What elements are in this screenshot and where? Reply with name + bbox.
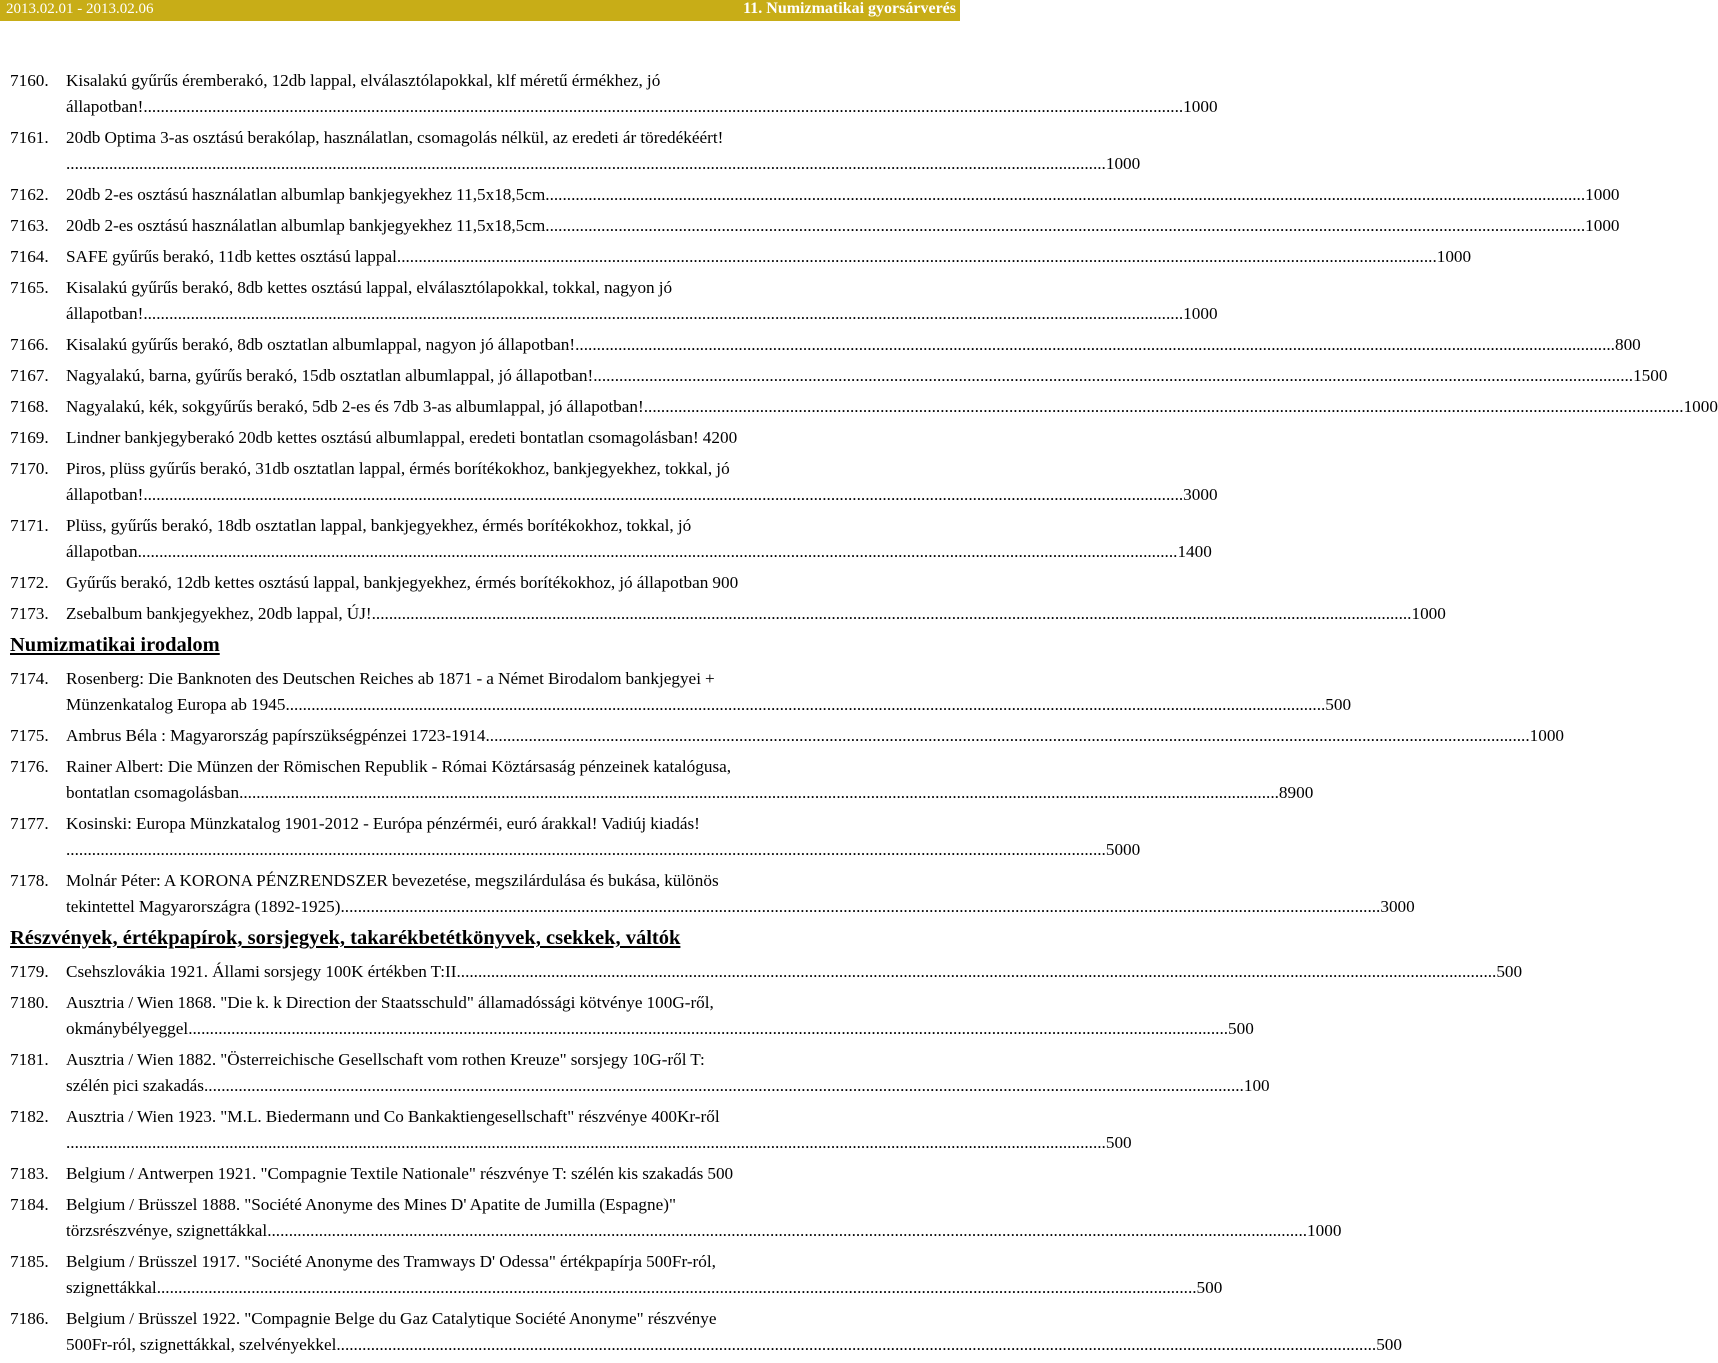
lot-number: 7173. bbox=[10, 604, 49, 623]
dot-leader bbox=[239, 780, 1279, 806]
page-header bbox=[0, 0, 960, 21]
lot-description-line bbox=[66, 1016, 1254, 1042]
dot-leader bbox=[336, 1332, 1376, 1358]
dot-leader bbox=[143, 94, 1183, 120]
section-heading-literature: Numizmatikai irodalom bbox=[10, 634, 220, 656]
lot-number: 7183. bbox=[10, 1164, 49, 1183]
lot-description-text: 20db 2-es osztású használatlan albumlap bankjegyekhez 11,5x18,5cm bbox=[66, 185, 546, 204]
lot-description bbox=[66, 723, 1564, 749]
catalog-item bbox=[10, 244, 1472, 270]
lot-description bbox=[66, 213, 1620, 239]
lot-description bbox=[66, 68, 1218, 120]
lot-number: 7182. bbox=[10, 1107, 49, 1126]
lot-description-line bbox=[66, 182, 1620, 208]
lot-description bbox=[66, 513, 1212, 565]
lot-description-line bbox=[66, 780, 1313, 806]
dot-leader bbox=[372, 601, 1412, 627]
lot-description-line bbox=[66, 1130, 1132, 1156]
lot-description-line: Kosinski: Europa Münzkatalog 1901-2012 - Európa pénzérméi, euró árakkal! Vadiúj kiadás! bbox=[66, 814, 700, 833]
lot-price: 500 bbox=[1496, 962, 1523, 981]
lot-description-line bbox=[66, 394, 1718, 420]
lot-description bbox=[66, 959, 1522, 985]
catalog-item bbox=[10, 275, 1218, 327]
lot-description-line bbox=[66, 1218, 1341, 1244]
lot-price: 1000 bbox=[1436, 247, 1472, 266]
lot-price: 1000 bbox=[1411, 604, 1446, 623]
lot-price: 500 bbox=[1105, 1133, 1132, 1152]
lot-description bbox=[66, 811, 1140, 863]
lot-description-text: Nagyalakú, kék, sokgyűrűs berakó, 5db 2-es és 7db 3-as albumlappal, jó állapotban! bbox=[66, 397, 644, 416]
catalog-content bbox=[10, 68, 1718, 1363]
dot-leader bbox=[644, 394, 1684, 420]
lot-description-text: Kisalakú gyűrűs berakó, 8db osztatlan albumlappal, nagyon jó állapotban! bbox=[66, 335, 576, 354]
lot-number: 7176. bbox=[10, 757, 49, 776]
lot-description-line bbox=[66, 692, 1351, 718]
lot-description-line bbox=[66, 837, 1140, 863]
lot-description-text: szignettákkal bbox=[66, 1278, 157, 1297]
lot-description-line: Ausztria / Wien 1868. "Die k. k Direction der Staatsschuld" államadóssági kötvénye 100G-ről, bbox=[66, 993, 714, 1012]
lot-description-line bbox=[66, 539, 1212, 565]
lot-description-text: állapotban bbox=[66, 542, 138, 561]
lot-description-line bbox=[66, 894, 1415, 920]
lot-description-line: 20db Optima 3-as osztású berakólap, használatlan, csomagolás nélkül, az eredeti ár töredékéért! bbox=[66, 128, 724, 147]
lot-description bbox=[66, 182, 1620, 208]
dot-leader bbox=[66, 151, 1106, 177]
lot-price: 5000 bbox=[1105, 840, 1141, 859]
dot-leader bbox=[267, 1218, 1307, 1244]
lot-price: 1000 bbox=[1183, 97, 1218, 116]
dot-leader bbox=[188, 1016, 1228, 1042]
lot-description-text: Csehszlovákia 1921. Állami sorsjegy 100K értékben T:II bbox=[66, 962, 457, 981]
catalog-item bbox=[10, 959, 1523, 985]
lot-description-line: Belgium / Brüsszel 1922. "Compagnie Belge du Gaz Catalytique Société Anonyme" részvénye bbox=[66, 1309, 717, 1328]
lot-description-line: Kisalakú gyűrűs éremberakó, 12db lappal, elválasztólapokkal, klf méretű érmékhez, jó bbox=[66, 71, 661, 90]
lot-description-line: Belgium / Antwerpen 1921. "Compagnie Textile Nationale" részvénye T: szélén kis szakadás 500 bbox=[66, 1164, 734, 1183]
lot-description-line bbox=[66, 482, 1218, 508]
lot-number: 7177. bbox=[10, 814, 49, 833]
catalog-item bbox=[10, 394, 1718, 420]
lot-description-text: SAFE gyűrűs berakó, 11db kettes osztású lappal bbox=[66, 247, 397, 266]
catalog-item bbox=[10, 125, 1141, 177]
lot-description-line bbox=[66, 94, 1218, 120]
lot-description-line bbox=[66, 1332, 1402, 1358]
lot-description-line: Belgium / Brüsszel 1888. "Société Anonyme des Mines D' Apatite de Jumilla (Espagne)" bbox=[66, 1195, 676, 1214]
lot-description-line: Molnár Péter: A KORONA PÉNZRENDSZER bevezetése, megszilárdulása és bukása, különös bbox=[66, 871, 719, 890]
lot-number: 7167. bbox=[10, 366, 49, 385]
lot-description-line: Plüss, gyűrűs berakó, 18db osztatlan lappal, bankjegyekhez, érmés borítékokhoz, tokkal, jó bbox=[66, 516, 692, 535]
lot-description bbox=[66, 754, 1313, 806]
lot-price: 1400 bbox=[1177, 542, 1212, 561]
lot-description-text: 20db 2-es osztású használatlan albumlap bankjegyekhez 11,5x18,5cm bbox=[66, 216, 546, 235]
lot-description-text: tekintettel Magyarországra (1892-1925) bbox=[66, 897, 341, 916]
lot-description-text: állapotban! bbox=[66, 97, 144, 116]
lot-description-line bbox=[66, 301, 1218, 327]
lot-description-text: Ambrus Béla : Magyarország papírszükségpénzei 1723-1914. bbox=[66, 726, 490, 745]
lot-number: 7161. bbox=[10, 128, 49, 147]
lot-description-text: 500Fr-ról, szignettákkal, szelvényekkel bbox=[66, 1335, 337, 1354]
lot-number: 7172. bbox=[10, 573, 49, 592]
lot-description-line bbox=[66, 244, 1471, 270]
lot-description bbox=[66, 570, 874, 596]
lot-number: 7174. bbox=[10, 669, 49, 688]
lot-description bbox=[66, 456, 1218, 508]
lot-price: 1000 bbox=[1683, 397, 1718, 416]
lot-description-text: törzsrészvénye, szignettákkal bbox=[66, 1221, 268, 1240]
dot-leader bbox=[143, 301, 1183, 327]
lot-number: 7165. bbox=[10, 278, 49, 297]
lot-number: 7185. bbox=[10, 1252, 49, 1271]
lot-description-line bbox=[66, 151, 1140, 177]
dot-leader bbox=[456, 959, 1496, 985]
lot-description-line: Gyűrűs berakó, 12db kettes osztású lappal, bankjegyekhez, érmés borítékokhoz, jó állapotban 900 bbox=[66, 573, 739, 592]
catalog-item bbox=[10, 1161, 874, 1187]
lot-description bbox=[66, 125, 1140, 177]
catalog-item bbox=[10, 754, 1314, 806]
lot-price: 1000 bbox=[1585, 216, 1620, 235]
catalog-item bbox=[10, 868, 1415, 920]
lot-number: 7168. bbox=[10, 397, 49, 416]
lot-description bbox=[66, 1306, 1402, 1358]
lot-description-line: Lindner bankjegyberakó 20db kettes osztású albumlappal, eredeti bontatlan csomagolásban! 4200 bbox=[66, 428, 738, 447]
item-list-supplies bbox=[10, 68, 1718, 627]
lot-description bbox=[66, 244, 1471, 270]
catalog-item bbox=[10, 570, 874, 596]
lot-description-text: állapotban! bbox=[66, 304, 144, 323]
catalog-item bbox=[10, 68, 1218, 120]
lot-description-line: Belgium / Brüsszel 1917. "Société Anonyme des Tramways D' Odessa" értékpapírja 500Fr-ról, bbox=[66, 1252, 716, 1271]
lot-description bbox=[66, 601, 1446, 627]
auction-dates: 2013.02.01 - 2013.02.06 bbox=[6, 1, 154, 17]
lot-description-line bbox=[66, 1275, 1222, 1301]
lot-number: 7181. bbox=[10, 1050, 49, 1069]
lot-number: 7171. bbox=[10, 516, 49, 535]
dot-leader bbox=[143, 482, 1183, 508]
catalog-item bbox=[10, 1249, 1223, 1301]
catalog-item bbox=[10, 601, 1446, 627]
lot-price: 8900 bbox=[1278, 783, 1314, 802]
section-heading-securities: Részvények, értékpapírok, sorsjegyek, takarékbetétkönyvek, csekkek, váltók bbox=[10, 927, 681, 949]
lot-description-text: Zsebalbum bankjegyekhez, 20db lappal, ÚJ! bbox=[66, 604, 372, 623]
catalog-item bbox=[10, 182, 1620, 208]
lot-description-line: Rainer Albert: Die Münzen der Römischen Republik - Római Köztársaság pénzeinek katalógusa, bbox=[66, 757, 732, 776]
lot-description bbox=[66, 868, 1415, 920]
item-list-securities bbox=[10, 959, 1523, 1358]
lot-description-text: bontatlan csomagolásban bbox=[66, 783, 240, 802]
lot-description-text: Nagyalakú, barna, gyűrűs berakó, 15db osztatlan albumlappal, jó állapotban! bbox=[66, 366, 594, 385]
lot-number: 7160. bbox=[10, 71, 49, 90]
catalog-item bbox=[10, 811, 1141, 863]
dot-leader bbox=[66, 837, 1106, 863]
lot-number: 7175. bbox=[10, 726, 49, 745]
lot-description-line bbox=[66, 1073, 1270, 1099]
lot-price: 500 bbox=[1228, 1019, 1254, 1038]
lot-description bbox=[66, 1047, 1270, 1099]
lot-description-line bbox=[66, 213, 1620, 239]
catalog-item bbox=[10, 723, 1565, 749]
lot-description-line bbox=[66, 723, 1564, 749]
catalog-item bbox=[10, 990, 1254, 1042]
lot-description-line: Kisalakú gyűrűs berakó, 8db kettes osztású lappal, elválasztólapokkal, tokkal, nagyon jó bbox=[66, 278, 673, 297]
lot-description bbox=[66, 990, 1254, 1042]
lot-description-text: szélén pici szakadás bbox=[66, 1076, 204, 1095]
lot-description bbox=[66, 1192, 1341, 1244]
catalog-item bbox=[10, 1104, 1132, 1156]
lot-price: 500 bbox=[1325, 695, 1352, 714]
lot-price: 500 bbox=[1196, 1278, 1223, 1297]
dot-leader bbox=[397, 244, 1437, 270]
dot-leader bbox=[575, 332, 1615, 358]
lot-description-text: állapotban! bbox=[66, 485, 144, 504]
lot-description bbox=[66, 332, 1641, 358]
lot-number: 7179. bbox=[10, 962, 49, 981]
lot-number: 7178. bbox=[10, 871, 49, 890]
dot-leader bbox=[66, 1130, 1106, 1156]
dot-leader bbox=[157, 1275, 1197, 1301]
auction-title: 11. Numizmatikai gyorsárverés bbox=[743, 0, 956, 17]
lot-number: 7164. bbox=[10, 247, 49, 266]
lot-description-line: Piros, plüss gyűrűs berakó, 31db osztatlan lappal, érmés borítékokhoz, bankjegyekhez, tokkal, jó bbox=[66, 459, 730, 478]
lot-description-line: Ausztria / Wien 1882. "Österreichische Gesellschaft vom rothen Kreuze" sorsjegy 10G-ről T: bbox=[66, 1050, 705, 1069]
catalog-item bbox=[10, 456, 1218, 508]
catalog-item bbox=[10, 1047, 1270, 1099]
lot-number: 7162. bbox=[10, 185, 49, 204]
lot-price: 3000 bbox=[1183, 485, 1218, 504]
lot-number: 7166. bbox=[10, 335, 49, 354]
lot-description-line bbox=[66, 959, 1522, 985]
lot-price: 1500 bbox=[1633, 366, 1668, 385]
lot-description bbox=[66, 425, 874, 451]
lot-description bbox=[66, 1161, 874, 1187]
catalog-item bbox=[10, 666, 1352, 718]
lot-description-line bbox=[66, 363, 1667, 389]
lot-description-text: Münzenkatalog Europa ab 1945 bbox=[66, 695, 286, 714]
catalog-item bbox=[10, 425, 874, 451]
lot-description-text: okmánybélyeggel bbox=[66, 1019, 189, 1038]
lot-price: 100 bbox=[1243, 1076, 1270, 1095]
lot-description bbox=[66, 1249, 1222, 1301]
lot-price: 1000 bbox=[1585, 185, 1620, 204]
lot-description-line: Ausztria / Wien 1923. "M.L. Biedermann und Co Bankaktiengesellschaft" részvénye 400Kr-ről bbox=[66, 1107, 720, 1126]
lot-price: 1000 bbox=[1105, 154, 1141, 173]
lot-price: 800 bbox=[1614, 335, 1641, 354]
lot-number: 7163. bbox=[10, 216, 49, 235]
lot-description bbox=[66, 394, 1718, 420]
lot-number: 7170. bbox=[10, 459, 49, 478]
lot-description bbox=[66, 275, 1218, 327]
catalog-item bbox=[10, 213, 1620, 239]
catalog-item bbox=[10, 363, 1668, 389]
lot-price: 1000 bbox=[1183, 304, 1218, 323]
lot-number: 7184. bbox=[10, 1195, 49, 1214]
dot-leader bbox=[490, 723, 1530, 749]
catalog-item bbox=[10, 332, 1641, 358]
dot-leader bbox=[204, 1073, 1244, 1099]
dot-leader bbox=[545, 182, 1585, 208]
lot-price: 1000 bbox=[1307, 1221, 1342, 1240]
dot-leader bbox=[285, 692, 1325, 718]
lot-number: 7180. bbox=[10, 993, 49, 1012]
lot-description-line bbox=[66, 332, 1641, 358]
lot-description-line: Rosenberg: Die Banknoten des Deutschen Reiches ab 1871 - a Német Birodalom bankjegyei + bbox=[66, 669, 715, 688]
lot-number: 7186. bbox=[10, 1309, 49, 1328]
catalog-item bbox=[10, 1192, 1342, 1244]
item-list-literature bbox=[10, 666, 1565, 920]
dot-leader bbox=[593, 363, 1633, 389]
lot-description bbox=[66, 666, 1351, 718]
catalog-item bbox=[10, 1306, 1402, 1358]
lot-description bbox=[66, 1104, 1132, 1156]
lot-number: 7169. bbox=[10, 428, 49, 447]
lot-description-line bbox=[66, 601, 1446, 627]
lot-description bbox=[66, 363, 1667, 389]
lot-price: 1000 bbox=[1529, 726, 1565, 745]
dot-leader bbox=[545, 213, 1585, 239]
dot-leader bbox=[341, 894, 1381, 920]
dot-leader bbox=[138, 539, 1178, 565]
lot-price: 500 bbox=[1376, 1335, 1402, 1354]
lot-price: 3000 bbox=[1380, 897, 1415, 916]
catalog-item bbox=[10, 513, 1212, 565]
